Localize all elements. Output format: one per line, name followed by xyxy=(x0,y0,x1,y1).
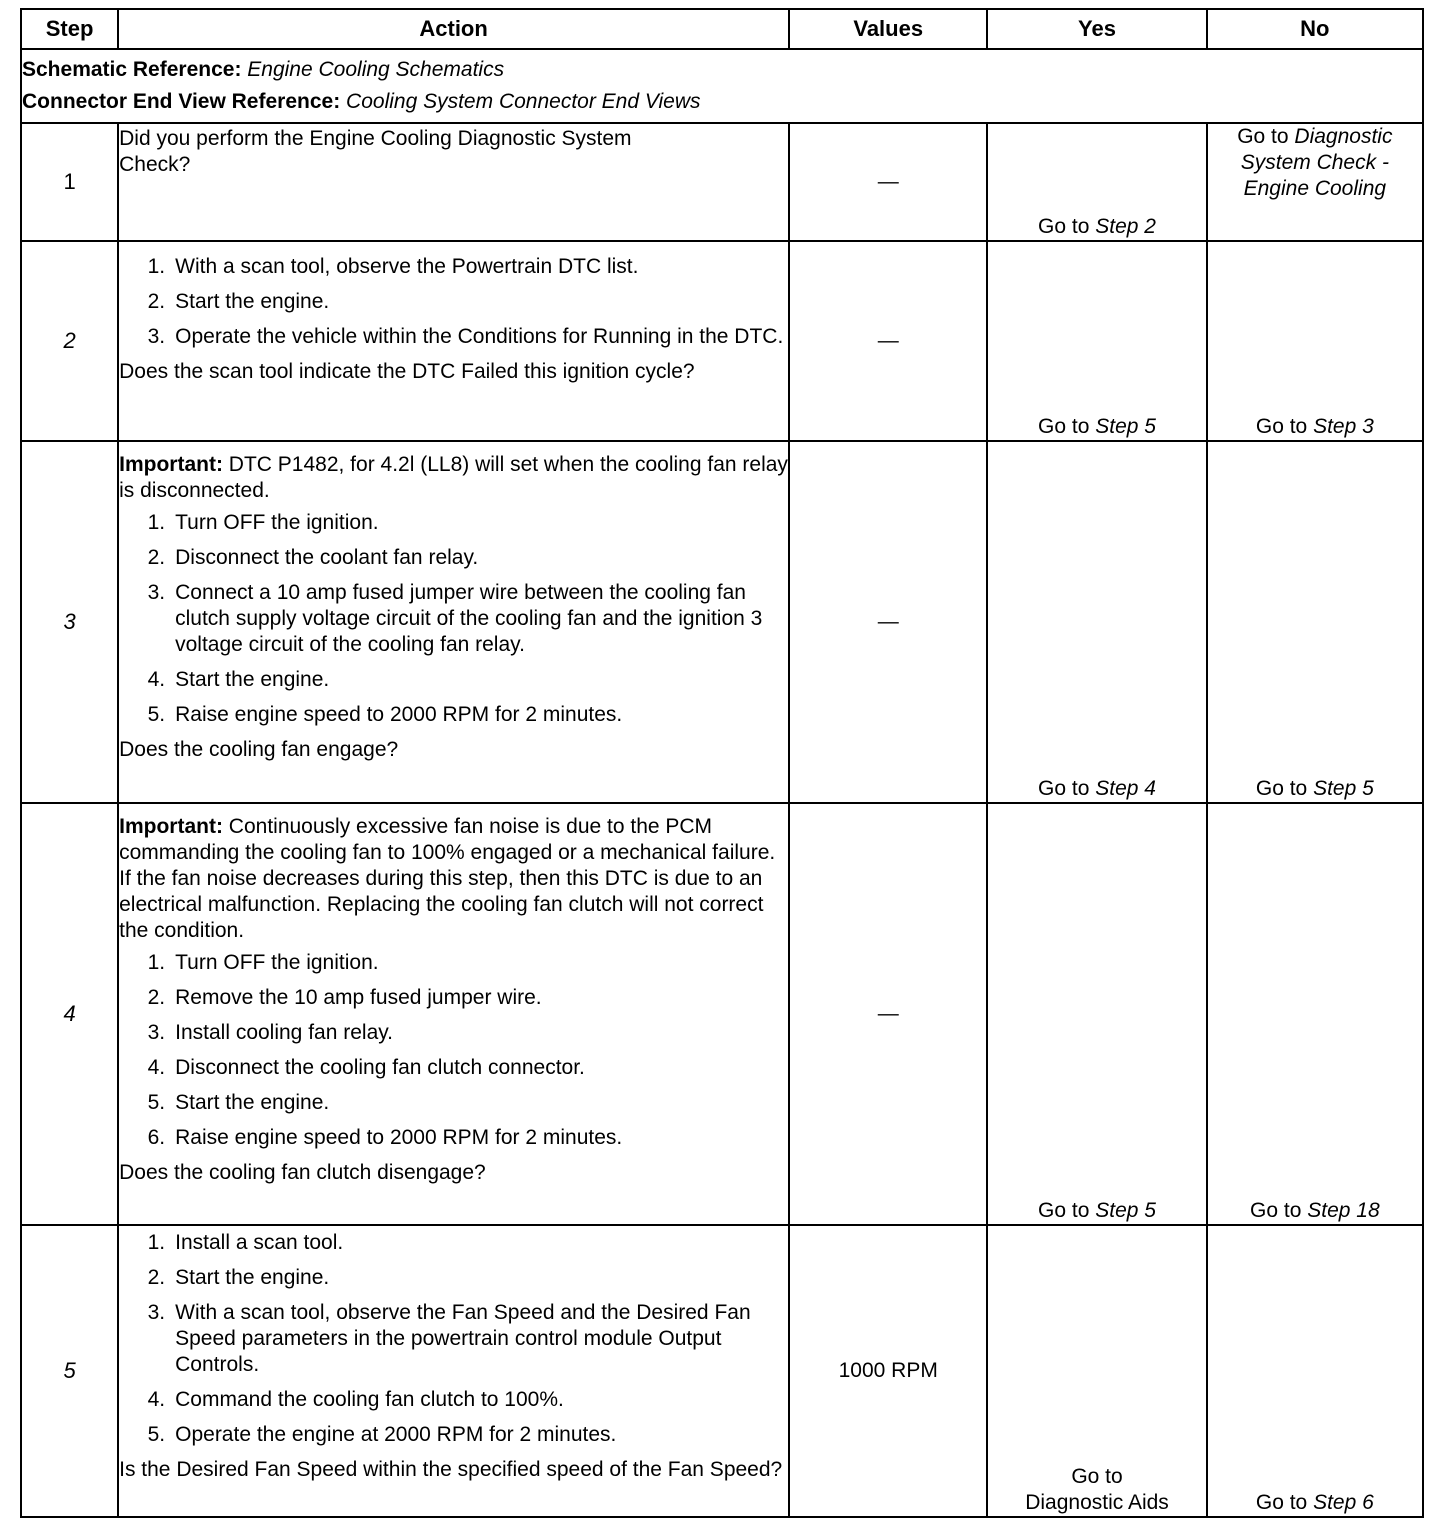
list-item: 6. Raise engine speed to 2000 RPM for 2 minutes. xyxy=(147,1126,623,1149)
action-question: Does the cooling fan engage? xyxy=(119,738,399,761)
list-item: 4. Start the engine. xyxy=(147,668,330,691)
action-question: Did you perform the Engine Cooling Diagnostic System Check? xyxy=(119,127,632,176)
list-item: 1. Turn OFF the ignition. xyxy=(147,951,379,974)
schematic-reference xyxy=(22,54,1422,86)
step-number: 2 xyxy=(21,241,118,441)
values-cell: — xyxy=(789,241,987,441)
table-row xyxy=(21,803,1423,1225)
no-prefix: Go to xyxy=(1255,1491,1308,1514)
yes-link[interactable]: Step 5 xyxy=(1095,415,1156,438)
action-steps xyxy=(119,510,788,728)
header-no: No xyxy=(1207,9,1423,49)
no-prefix: Go to xyxy=(1255,415,1308,438)
action-steps xyxy=(119,254,788,350)
yes-prefix: Go to xyxy=(1038,777,1090,800)
list-item: 5. Raise engine speed to 2000 RPM for 2 minutes. xyxy=(147,703,623,726)
header-action: Action xyxy=(118,9,789,49)
list-item: 5. Start the engine. xyxy=(147,1091,330,1114)
yes-prefix: Go to xyxy=(1071,1465,1123,1488)
no-prefix: Go to xyxy=(1250,1199,1302,1222)
list-item: 4. Disconnect the cooling fan clutch connector. xyxy=(147,1056,585,1079)
list-item: 2. Start the engine. xyxy=(147,290,330,313)
yes-link[interactable]: Diagnostic Aids xyxy=(1025,1491,1169,1514)
no-link[interactable]: Step 6 xyxy=(1313,1491,1374,1514)
step-number: 3 xyxy=(21,441,118,803)
important-label: Important: xyxy=(119,453,223,476)
connector-reference xyxy=(22,86,1422,118)
schematic-reference-link[interactable]: Engine Cooling Schematics xyxy=(247,58,505,81)
step-number: 1 xyxy=(21,123,118,241)
yes-cell xyxy=(987,123,1206,241)
no-cell xyxy=(1207,1225,1423,1517)
header-step: Step xyxy=(21,9,118,49)
reference-cell xyxy=(21,49,1423,123)
action-question: Is the Desired Fan Speed within the specified speed of the Fan Speed? xyxy=(119,1458,783,1481)
diagnostic-table xyxy=(20,8,1424,1518)
connector-reference-link[interactable]: Cooling System Connector End Views xyxy=(346,90,701,113)
no-cell xyxy=(1207,123,1423,241)
table-row xyxy=(21,241,1423,441)
list-item: 1. Turn OFF the ignition. xyxy=(147,511,379,534)
table-row xyxy=(21,1225,1423,1517)
no-link[interactable]: Step 3 xyxy=(1313,415,1374,438)
list-item: 2. Start the engine. xyxy=(147,1266,330,1289)
yes-link[interactable]: Step 2 xyxy=(1095,215,1156,238)
yes-link[interactable]: Step 4 xyxy=(1095,777,1156,800)
list-item: 3. Install cooling fan relay. xyxy=(147,1021,394,1044)
no-cell xyxy=(1207,803,1423,1225)
action-cell xyxy=(118,123,789,241)
no-link[interactable]: Step 18 xyxy=(1307,1199,1380,1222)
table-row xyxy=(21,441,1423,803)
yes-cell xyxy=(987,441,1206,803)
connector-reference-label: Connector End View Reference: xyxy=(22,90,341,113)
list-item: 3. With a scan tool, observe the Fan Speed and the Desired Fan Speed parameters in the powertrain control module Output Controls. xyxy=(147,1301,751,1376)
header-values: Values xyxy=(789,9,987,49)
action-question: Does the scan tool indicate the DTC Failed this ignition cycle? xyxy=(119,360,695,383)
action-cell xyxy=(118,241,789,441)
list-item: 5. Operate the engine at 2000 RPM for 2 minutes. xyxy=(147,1423,617,1446)
important-label: Important: xyxy=(119,815,223,838)
action-cell xyxy=(118,1225,789,1517)
action-cell xyxy=(118,441,789,803)
no-prefix: Go to xyxy=(1255,777,1308,800)
list-item: 4. Command the cooling fan clutch to 100%. xyxy=(147,1388,564,1411)
no-link[interactable]: Step 5 xyxy=(1313,777,1374,800)
reference-row xyxy=(21,49,1423,123)
list-item: 3. Connect a 10 amp fused jumper wire between the cooling fan clutch supply voltage circuit of the cooling fan and the ignition 3 voltage circuit of the cooling fan relay. xyxy=(147,581,763,656)
values-cell: — xyxy=(789,441,987,803)
list-item: 2. Disconnect the coolant fan relay. xyxy=(147,546,479,569)
yes-cell xyxy=(987,803,1206,1225)
list-item: 1. With a scan tool, observe the Powertrain DTC list. xyxy=(147,255,639,278)
no-prefix: Go to xyxy=(1237,125,1289,148)
important-note xyxy=(119,814,788,944)
yes-cell xyxy=(987,1225,1206,1517)
yes-prefix: Go to xyxy=(1038,215,1090,238)
action-cell xyxy=(118,803,789,1225)
header-row xyxy=(21,9,1423,49)
important-note xyxy=(119,452,788,504)
yes-cell xyxy=(987,241,1206,441)
no-cell xyxy=(1207,441,1423,803)
values-cell: 1000 RPM xyxy=(789,1225,987,1517)
important-text: DTC P1482, for 4.2l (LL8) will set when the cooling fan relay is disconnected. xyxy=(119,453,788,502)
yes-prefix: Go to xyxy=(1038,415,1090,438)
yes-link[interactable]: Step 5 xyxy=(1095,1199,1156,1222)
list-item: 1. Install a scan tool. xyxy=(147,1231,344,1254)
table-row xyxy=(21,123,1423,241)
no-link[interactable]: Diagnostic System Check - Engine Cooling xyxy=(1240,125,1393,200)
list-item: 3. Operate the vehicle within the Conditions for Running in the DTC. xyxy=(147,325,784,348)
important-text: Continuously excessive fan noise is due to the PCM commanding the cooling fan to 100% engaged or a mechanical failure. If the fan noise decreases during this step, then this DTC is due to an electrical malfunction. Replacing the cooling fan clutch will not correct the condition. xyxy=(119,815,776,942)
values-cell: — xyxy=(789,123,987,241)
list-item: 2. Remove the 10 amp fused jumper wire. xyxy=(147,986,542,1009)
schematic-reference-label: Schematic Reference: xyxy=(22,58,242,81)
header-yes: Yes xyxy=(987,9,1206,49)
yes-prefix: Go to xyxy=(1038,1199,1090,1222)
step-number: 5 xyxy=(21,1225,118,1517)
action-steps xyxy=(119,950,788,1151)
action-steps xyxy=(119,1230,788,1448)
values-cell: — xyxy=(789,803,987,1225)
action-question: Does the cooling fan clutch disengage? xyxy=(119,1161,486,1184)
step-number: 4 xyxy=(21,803,118,1225)
no-cell xyxy=(1207,241,1423,441)
